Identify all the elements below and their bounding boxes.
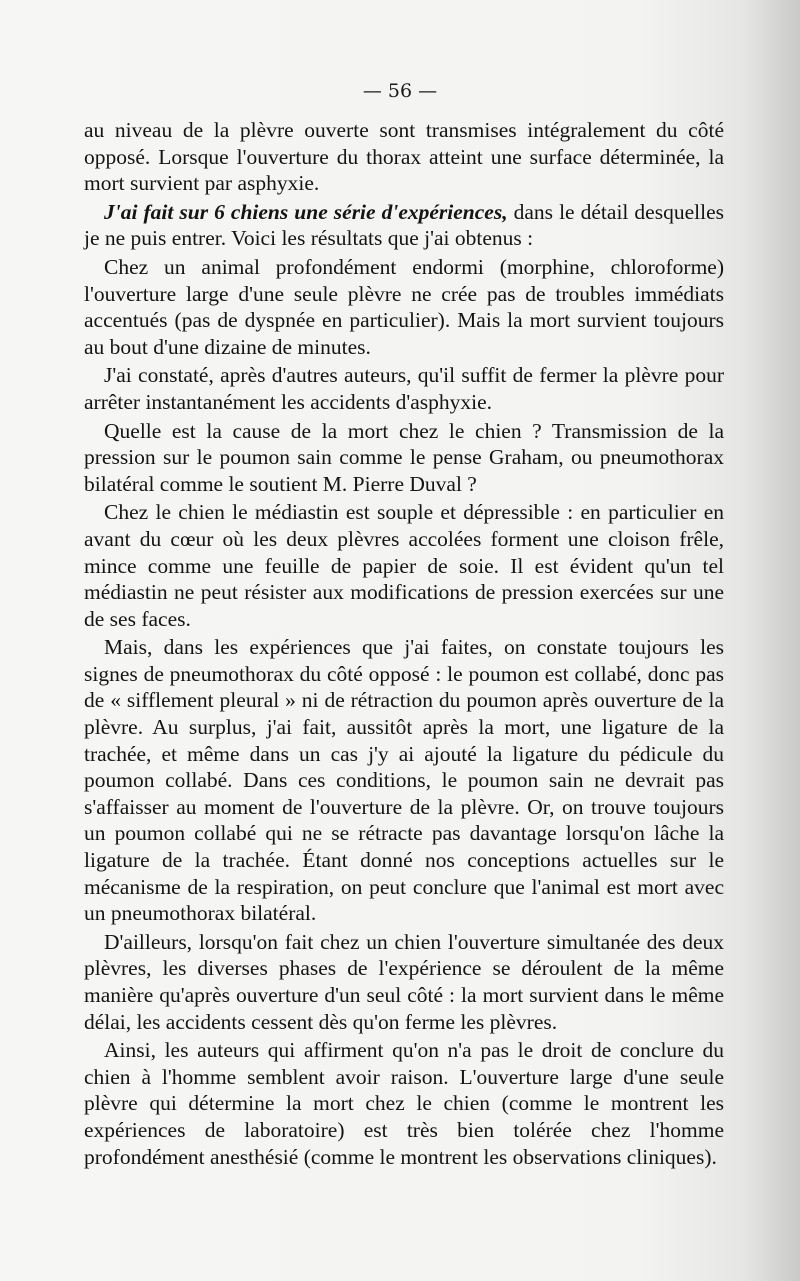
body-text — [84, 117, 724, 1170]
paragraph: D'ailleurs, lorsqu'on fait chez un chien l'ouverture simultanée des deux plèvres, les diverses phases de l'expérience se déroulent de la même manière qu'après ouverture d'un seul côté : la mort survient dans le même délai, les accidents cessent dès qu'on ferme les plèvres. — [84, 929, 724, 1034]
paragraph: au niveau de la plèvre ouverte sont transmises intégralement du côté opposé. Lorsque l'ouverture du thorax atteint une surface déterminée, la mort survient par asphyxie. — [84, 118, 724, 196]
paragraph: Chez un animal profondément endormi (morphine, chloroforme) l'ouverture large d'une seule plèvre ne crée pas de troubles immédiats accentués (pas de dyspnée en particulier). Mais la mort survient toujours au bout d'une dizaine de minutes. — [84, 254, 724, 359]
italic-lead: J'ai fait sur 6 chiens une série d'expériences, — [104, 199, 508, 224]
paragraph: Quelle est la cause de la mort chez le chien ? Transmission de la pression sur le poumon sain comme le pense Graham, ou pneumothorax bilatéral comme le soutient M. Pierre Duval ? — [84, 418, 724, 496]
paragraph: Mais, dans les expériences que j'ai faites, on constate toujours les signes de pneumothorax du côté opposé : le poumon est collabé, donc pas de « sifflement pleural » ni de rétraction du poumon après ouverture de la plèvre. Au surplus, j'ai fait, aussitôt après la mort, une ligature de la trachée, et même dans un cas j'y ai ajouté la ligature du pédicule du poumon collabé. Dans ces conditions, le poumon sain ne devrait pas s'affaisser au moment de l'ouverture de la plèvre. Or, on trouve toujours un poumon collabé qui ne se rétracte pas davantage lorsqu'on lâche la ligature de la trachée. Étant donné nos conceptions actuelles sur le mécanisme de la respiration, on peut conclure que l'animal est mort avec un pneumothorax bilatéral. — [84, 635, 724, 926]
paragraph: J'ai constaté, après d'autres auteurs, qu'il suffit de fermer la plèvre pour arrêter instantanément les accidents d'asphyxie. — [84, 363, 724, 414]
page-number: — 56 — — [362, 80, 438, 102]
paragraph: Chez le chien le médiastin est souple et dépressible : en particulier en avant du cœur où les deux plèvres accolées forment une cloison frêle, mince comme une feuille de papier de soie. Il est évident qu'un tel médiastin ne peut résister aux modifications de pression exercées sur une de ses faces. — [84, 500, 724, 631]
paragraph — [84, 199, 724, 252]
paragraph: Ainsi, les auteurs qui affirment qu'on n'a pas le droit de conclure du chien à l'homme semblent avoir raison. L'ouverture large d'une seule plèvre qui détermine la mort chez le chien (comme le montrent les expériences de laboratoire) est très bien tolérée chez l'homme profondément anesthésié (comme le montrent les observations cliniques). — [84, 1038, 724, 1169]
paragraph-text: dans le détail desquelles je ne puis entrer. Voici les résultats que j'ai obtenus : — [84, 199, 724, 251]
